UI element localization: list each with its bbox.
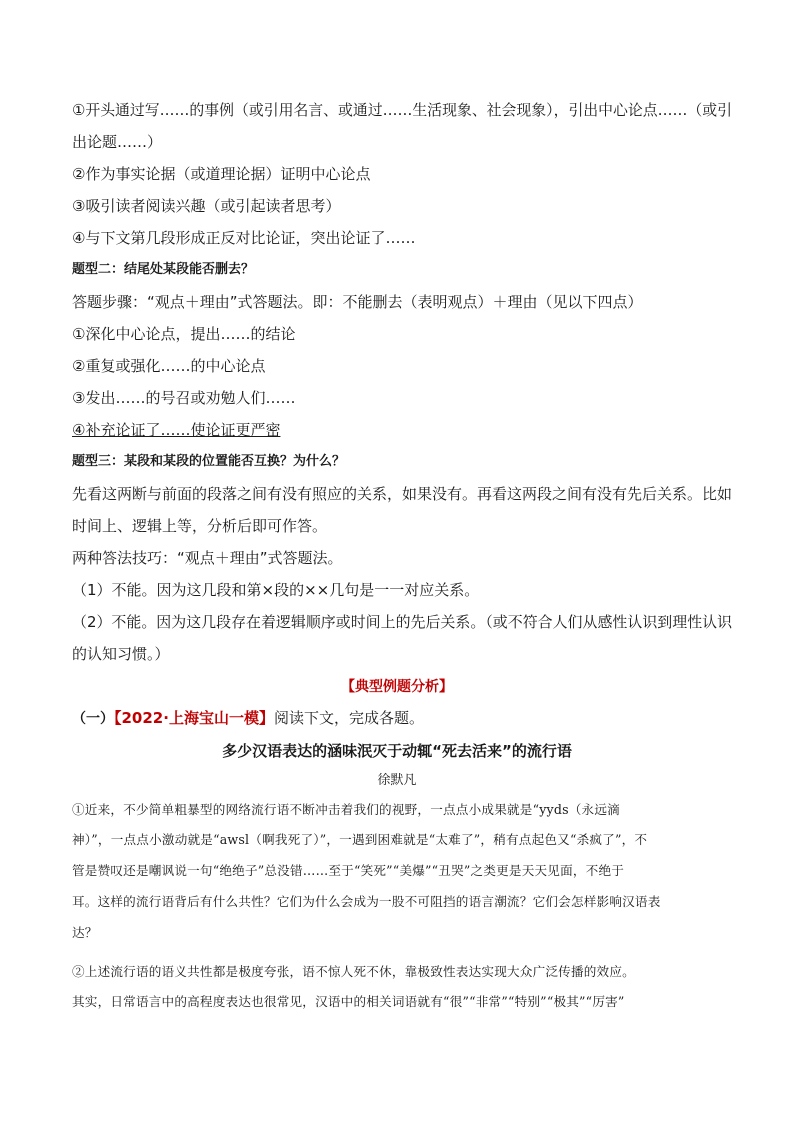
section2-title: 题型二：结尾处某段能否删去？ <box>72 262 255 277</box>
article-p1-line1: ①近来，不少简单粗暴型的网络流行语不断冲击着我们的视野，一点点小成果就是“yyds（永远滴 <box>72 802 620 817</box>
example-instruction: 阅读下文，完成各题。 <box>273 709 424 727</box>
article-author: 徐默凡 <box>377 773 417 788</box>
article-p1-line5: 达？ <box>72 925 98 940</box>
section1-item1-line2: 出论题……） <box>72 133 163 151</box>
section3-tips: 两种答法技巧：“观点＋理由”式答题法。 <box>72 549 343 567</box>
section3-para-line2: 时间上、逻辑上等，分析后即可作答。 <box>72 517 328 535</box>
example-source: 【2022·上海宝山一模】 <box>114 709 274 727</box>
article-p2-line1: ②上述流行语的语义共性都是极度夸张，语不惊人死不休，靠极致性表达实现大众广泛传播的效应。 <box>72 964 635 979</box>
section2-steps: 答题步骤：“观点＋理由”式答题法。即：不能删去（表明观点）＋理由（见以下四点） <box>72 293 643 311</box>
section1-item3: ③吸引读者阅读兴趣（或引起读者思考） <box>72 197 341 215</box>
section1-item2: ②作为事实论据（或道理论据）证明中心论点 <box>72 165 371 183</box>
example-heading: 【典型例题分析】 <box>341 679 453 695</box>
section2-item1: ①深化中心论点，提出……的结论 <box>72 325 296 343</box>
example-number: （一） <box>72 711 114 727</box>
example-intro <box>72 707 732 730</box>
section3-para-line1: 先看这两断与前面的段落之间有没有照应的关系，如果没有。再看这两段之间有没有先后关系。比如 <box>72 485 733 503</box>
section3-answer1: （1）不能。因为这几段和第×段的××几句是一一对应关系。 <box>72 581 480 599</box>
section2-item4: ④补充论证了……使论证更严密 <box>72 421 281 439</box>
article-p2-line2: 其实，日常语言中的高程度表达也很常见，汉语中的相关词语就有“很”“非常”“特别”“极其”“厉害” <box>72 994 625 1009</box>
article-title: 多少汉语表达的涵味泯灭于动辄“死去活来”的流行语 <box>222 742 572 760</box>
article-p1-line2: 神）”，一点点小激动就是“awsl（啊我死了）”，一遇到困难就是“太难了”，稍有点起色又“杀疯了”，不 <box>72 832 648 847</box>
section3-answer2-line1: （2）不能。因为这几段存在着逻辑顺序或时间上的先后关系。（或不符合人们从感性认识到理性认识 <box>72 613 733 631</box>
section1-item1-line1: ①开头通过写……的事例（或引用名言、或通过……生活现象、社会现象），引出中心论点……（或引 <box>72 101 732 119</box>
section2-item2: ②重复或强化……的中心论点 <box>72 357 266 375</box>
article-p1-line3: 管是赞叹还是嘲讽说一句“绝绝子”总没错……至于“笑死”“美爆”“丑哭”之类更是天天见面，不绝于 <box>72 863 625 878</box>
section2-item3: ③发出……的号召或劝勉人们…… <box>72 389 296 407</box>
section3-title: 题型三：某段和某段的位置能否互换？为什么？ <box>72 454 346 469</box>
section3-answer2-line2: 的认知习惯。） <box>72 645 170 663</box>
article-p1-line4: 耳。这样的流行语背后有什么共性？它们为什么会成为一股不可阻挡的语言潮流？它们会怎样影响汉语表 <box>72 894 661 909</box>
section1-item4: ④与下文第几段形成正反对比论证，突出论证了…… <box>72 229 416 247</box>
